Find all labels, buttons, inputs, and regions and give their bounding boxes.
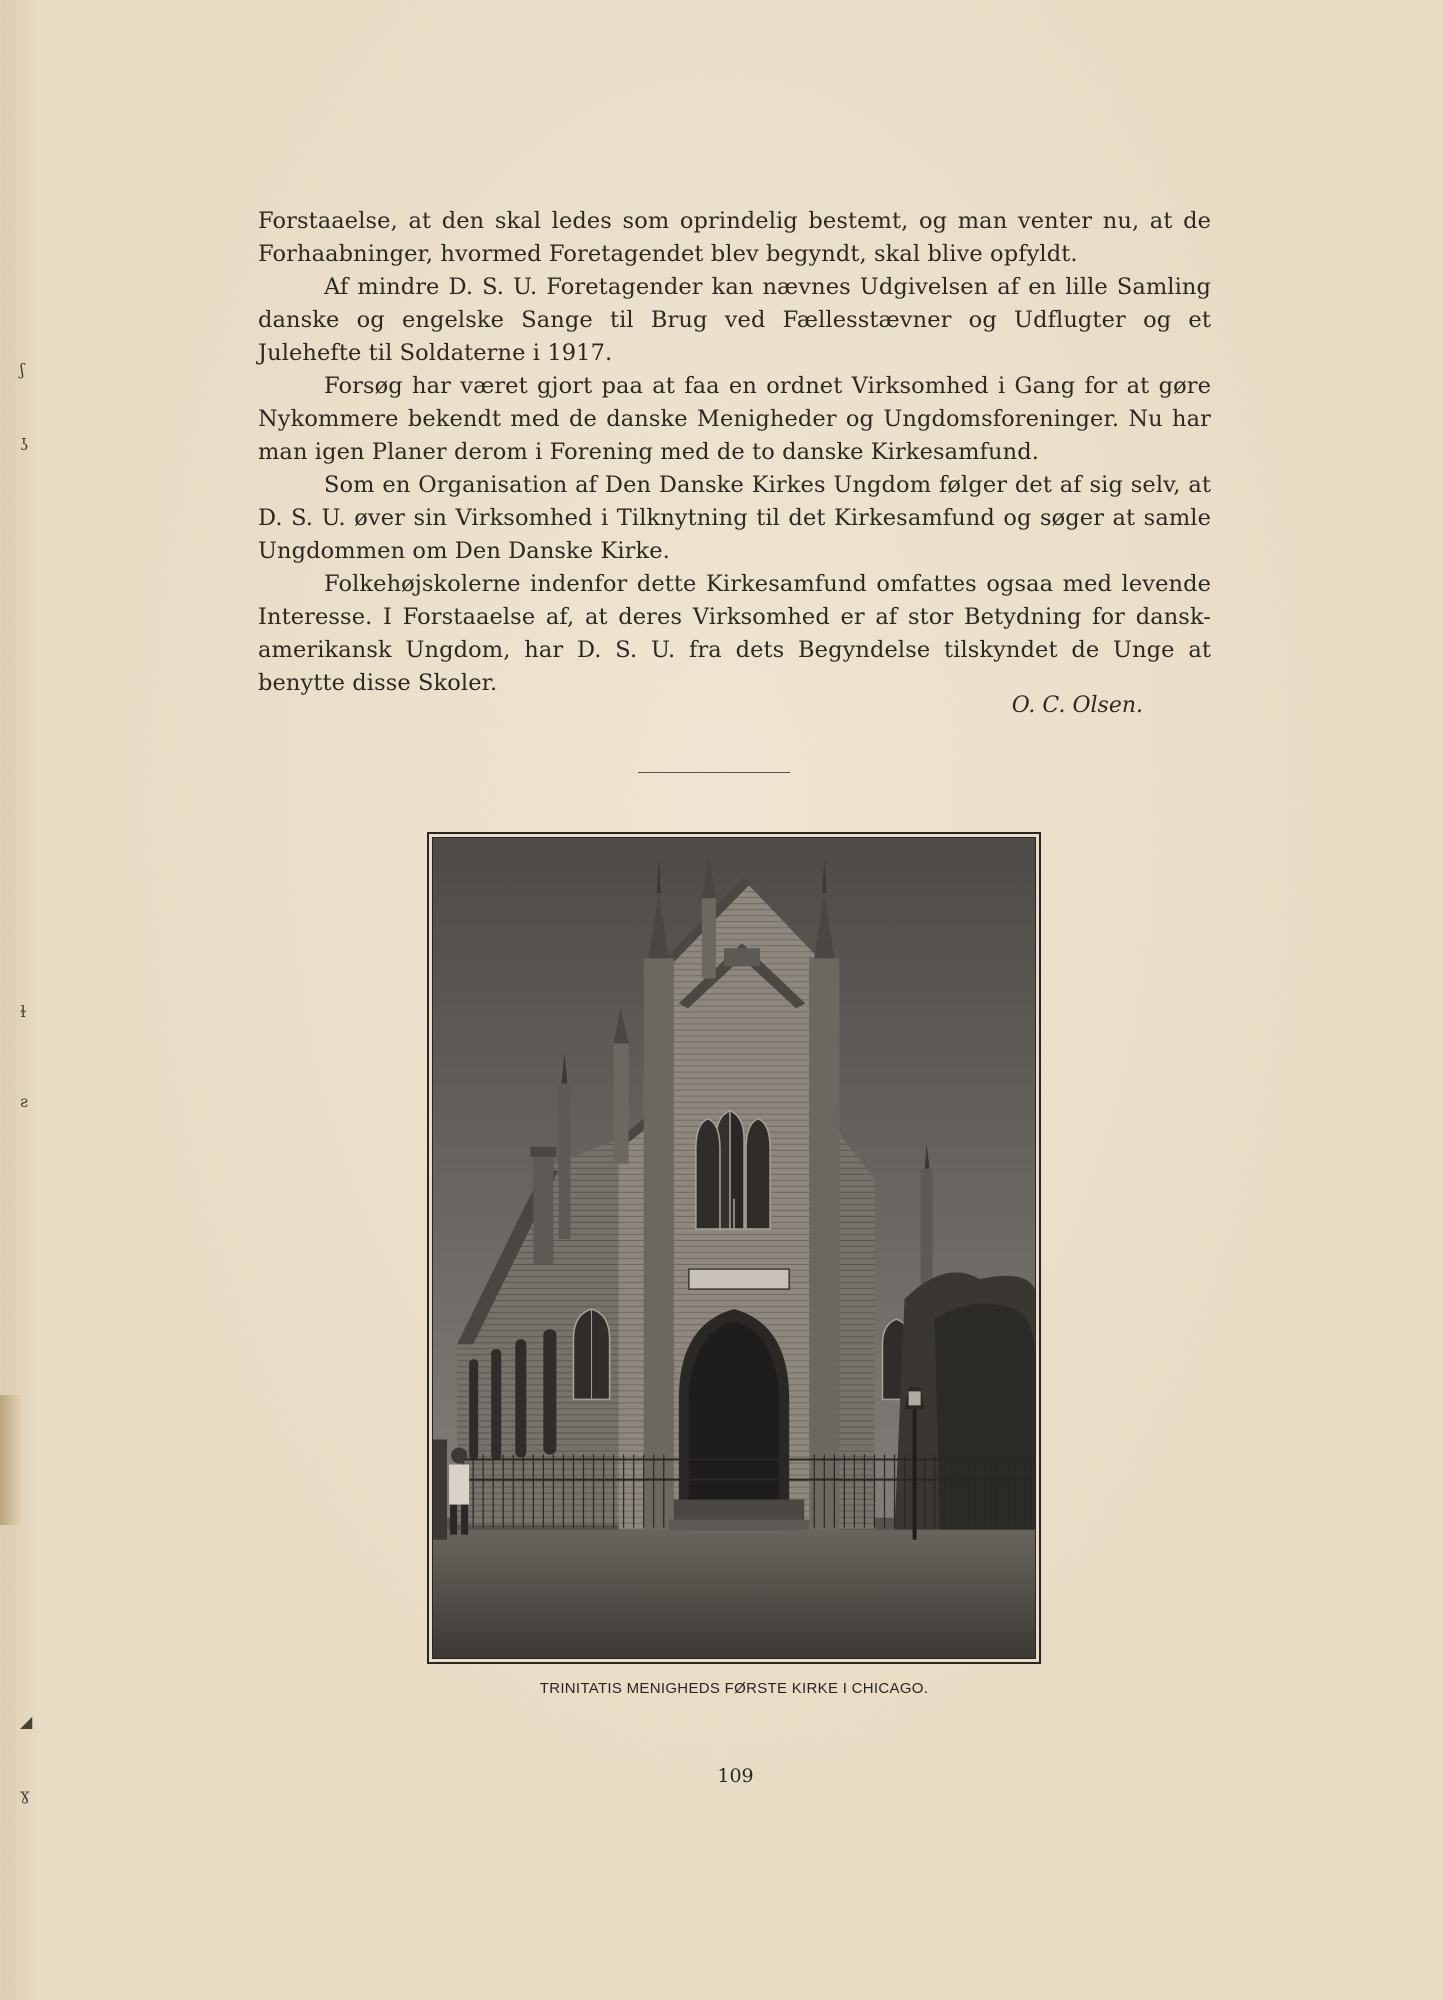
margin-mark: ɣ xyxy=(20,1785,30,1804)
paragraph-1: Forstaaelse, at den skal ledes som oprindelig bestemt, og man venter nu, at de Forhaabninger, hvormed Foretagendet blev begyndt, skal blive opfyldt. xyxy=(258,208,1211,267)
margin-mark: ◢ xyxy=(20,1712,33,1731)
torn-page-edge xyxy=(0,1395,22,1525)
photo-caption: TRINITATIS MENIGHEDS FØRSTE KIRKE I CHICAGO. xyxy=(539,1680,929,1697)
margin-marks xyxy=(0,0,40,2000)
paragraph-5: Folkehøjskolerne indenfor dette Kirkesamfund omfattes ogsaa med levende Interesse. I Forstaaelse af, at deres Virksomhed er af stor Betydning for dansk-amerikansk Ungdom, har D. S. U. fra dets Begyndelse tilskyndet de Unge at benytte disse Skoler. xyxy=(258,571,1211,696)
paragraph-4: Som en Organisation af Den Danske Kirkes Ungdom følger det af sig selv, at D. S. U. øver sin Virksomhed i Tilknytning til det Kirkesamfund og søger at samle Ungdommen om Den Danske Kirke. xyxy=(258,472,1211,564)
church-photo xyxy=(432,837,1036,1659)
section-divider xyxy=(638,772,790,773)
margin-mark: ɫ xyxy=(20,1002,27,1021)
author-signature: O. C. Olsen. xyxy=(1011,693,1143,718)
margin-mark: ʖ xyxy=(20,435,29,454)
paragraph-3: Forsøg har været gjort paa at faa en ordnet Virksomhed i Gang for at gøre Nykommere bekendt med de danske Menigheder og Ungdomsforeninger. Nu har man igen Planer derom i Forening med de to danske Kirkesamfund. xyxy=(258,373,1211,465)
margin-mark: ƨ xyxy=(20,1092,29,1111)
paragraph-2: Af mindre D. S. U. Foretagender kan nævnes Udgivelsen af en lille Samling danske og engelske Sange til Brug ved Fællesstævner og Udflugter og et Julehefte til Soldaterne i 1917. xyxy=(258,274,1211,366)
church-photo-frame xyxy=(427,832,1041,1664)
article-text xyxy=(258,205,1211,700)
margin-mark: ʃ xyxy=(20,360,25,379)
page-number: 109 xyxy=(717,1765,754,1787)
